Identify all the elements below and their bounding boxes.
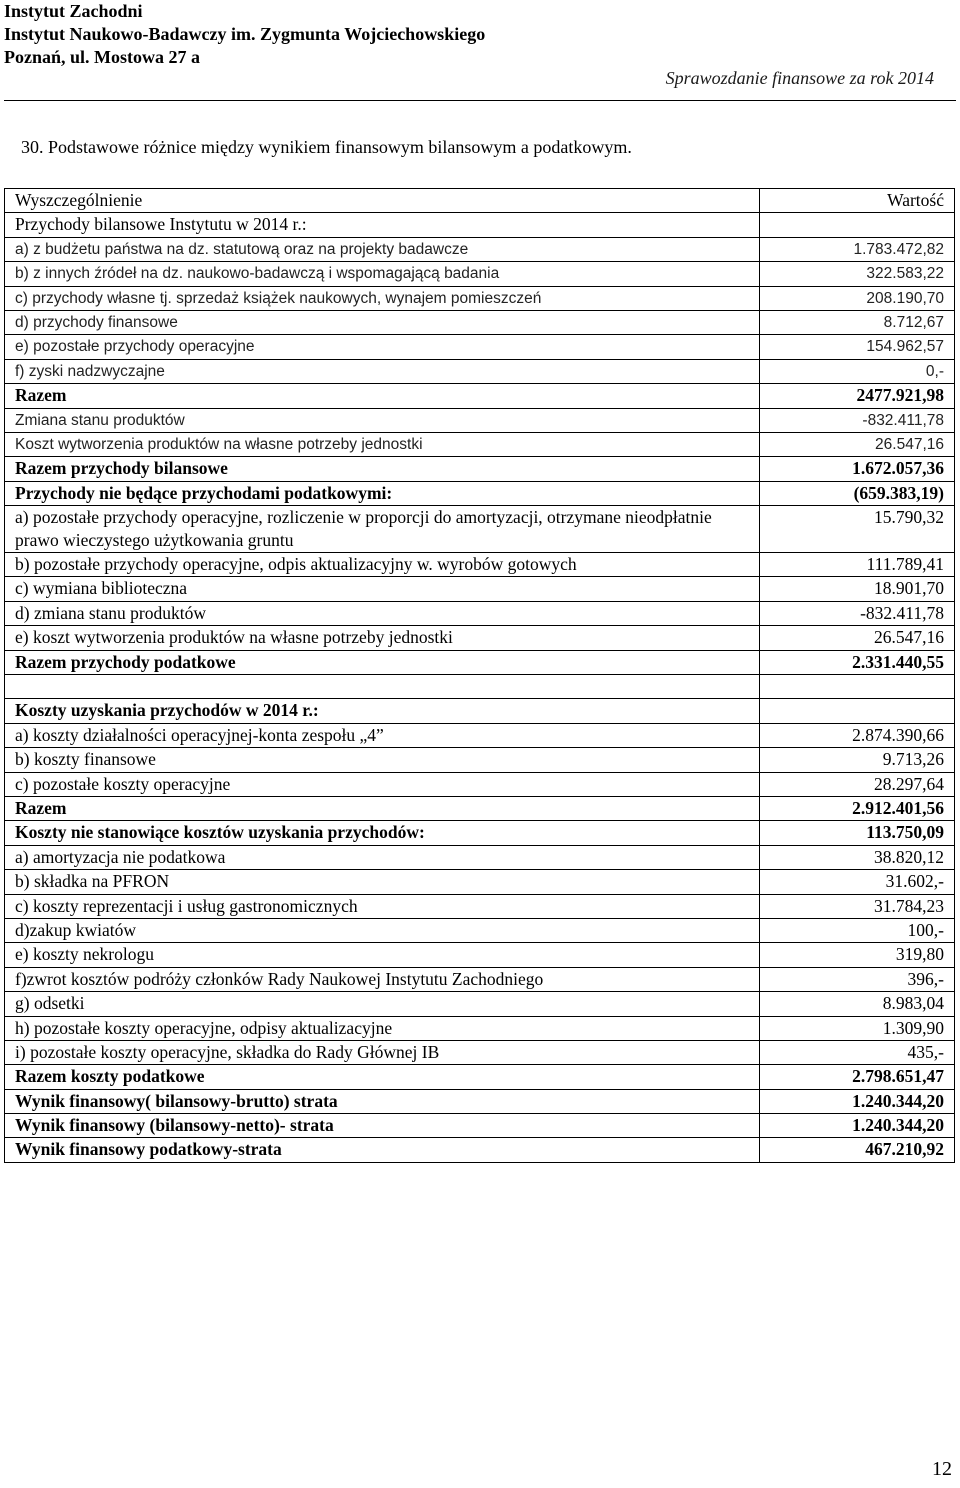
financial-table (4, 188, 955, 1163)
table-row: a) pozostałe przychody operacyjne, rozliczenie w proporcji do amortyzacji, otrzymane nieodpłatnie prawo wieczystego użytkowania gruntu 15.790,32 (5, 506, 955, 553)
table-row: Przychody bilansowe Instytutu w 2014 r.: (5, 213, 955, 237)
table-row-result: Wynik finansowy( bilansowy-brutto) strata 1.240.344,20 (5, 1089, 955, 1113)
table-row-subheading: Koszty nie stanowiące kosztów uzyskania przychodów: 113.750,09 (5, 821, 955, 845)
section-title: 30. Podstawowe różnice między wynikiem finansowym bilansowym a podatkowym. (21, 137, 632, 157)
table-row: e) koszty nekrologu 319,80 (5, 943, 955, 967)
table-row: f) zyski nadzwyczajne 0,- (5, 359, 955, 383)
page-number: 12 (932, 1458, 952, 1480)
table-row-total: Razem 2.912.401,56 (5, 796, 955, 820)
table-row: d) zmiana stanu produktów -832.411,78 (5, 601, 955, 625)
column-header-description: Wyszczególnienie (5, 189, 760, 213)
table-row: c) pozostałe koszty operacyjne 28.297,64 (5, 772, 955, 796)
table-row-total: Razem przychody podatkowe 2.331.440,55 (5, 650, 955, 674)
table-row: f)zwrot kosztów podróży członków Rady Naukowej Instytutu Zachodniego 396,- (5, 967, 955, 991)
table-row: b) z innych źródeł na dz. naukowo-badawczą i wspomagającą badania 322.583,22 (5, 262, 955, 286)
table-row: d) przychody finansowe 8.712,67 (5, 310, 955, 334)
table-row: a) koszty działalności operacyjnej-konta zespołu „4” 2.874.390,66 (5, 723, 955, 747)
table-row-total: Razem przychody bilansowe 1.672.057,36 (5, 457, 955, 481)
table-row: h) pozostałe koszty operacyjne, odpisy aktualizacyjne 1.309,90 (5, 1016, 955, 1040)
table-row: b) koszty finansowe 9.713,26 (5, 748, 955, 772)
table-row: Zmiana stanu produktów -832.411,78 (5, 408, 955, 432)
table-row: g) odsetki 8.983,04 (5, 992, 955, 1016)
table-row-total: Razem koszty podatkowe 2.798.651,47 (5, 1065, 955, 1089)
table-row-subheading: Koszty uzyskania przychodów w 2014 r.: (5, 699, 955, 723)
table-row: a) z budżetu państwa na dz. statutową oraz na projekty badawcze 1.783.472,82 (5, 237, 955, 261)
table-row-total: Razem 2477.921,98 (5, 384, 955, 408)
table-row: Koszt wytworzenia produktów na własne potrzeby jednostki 26.547,16 (5, 432, 955, 456)
table-row: c) koszty reprezentacji i usług gastronomicznych 31.784,23 (5, 894, 955, 918)
table-header-row (5, 189, 955, 213)
table-row: b) składka na PFRON 31.602,- (5, 870, 955, 894)
table-row-subheading: Przychody nie będące przychodami podatkowymi: (659.383,19) (5, 481, 955, 505)
table-row: b) pozostałe przychody operacyjne, odpis aktualizacyjny w. wyrobów gotowych 111.789,41 (5, 553, 955, 577)
table-row-result: Wynik finansowy podatkowy-strata 467.210,92 (5, 1138, 955, 1162)
column-header-value: Wartość (760, 189, 955, 213)
table-row: c) przychody własne tj. sprzedaż książek naukowych, wynajem pomieszczeń 208.190,70 (5, 286, 955, 310)
table-row-result: Wynik finansowy (bilansowy-netto)- strata 1.240.344,20 (5, 1114, 955, 1138)
institute-full-name: Instytut Naukowo-Badawczy im. Zygmunta Wojciechowskiego (4, 24, 486, 44)
institute-name: Instytut Zachodni (4, 1, 143, 21)
table-row: e) pozostałe przychody operacyjne 154.962,57 (5, 335, 955, 359)
report-title: Sprawozdanie finansowe za rok 2014 (665, 68, 934, 88)
table-row: d)zakup kwiatów 100,- (5, 918, 955, 942)
header-divider (4, 100, 956, 101)
table-row-empty (5, 675, 955, 699)
table-row: i) pozostałe koszty operacyjne, składka do Rady Głównej IB 435,- (5, 1040, 955, 1064)
table-row: a) amortyzacja nie podatkowa 38.820,12 (5, 845, 955, 869)
document-header (4, 0, 485, 69)
table-row: c) wymiana biblioteczna 18.901,70 (5, 577, 955, 601)
institute-address: Poznań, ul. Mostowa 27 a (4, 47, 201, 67)
table-row: e) koszt wytworzenia produktów na własne potrzeby jednostki 26.547,16 (5, 626, 955, 650)
